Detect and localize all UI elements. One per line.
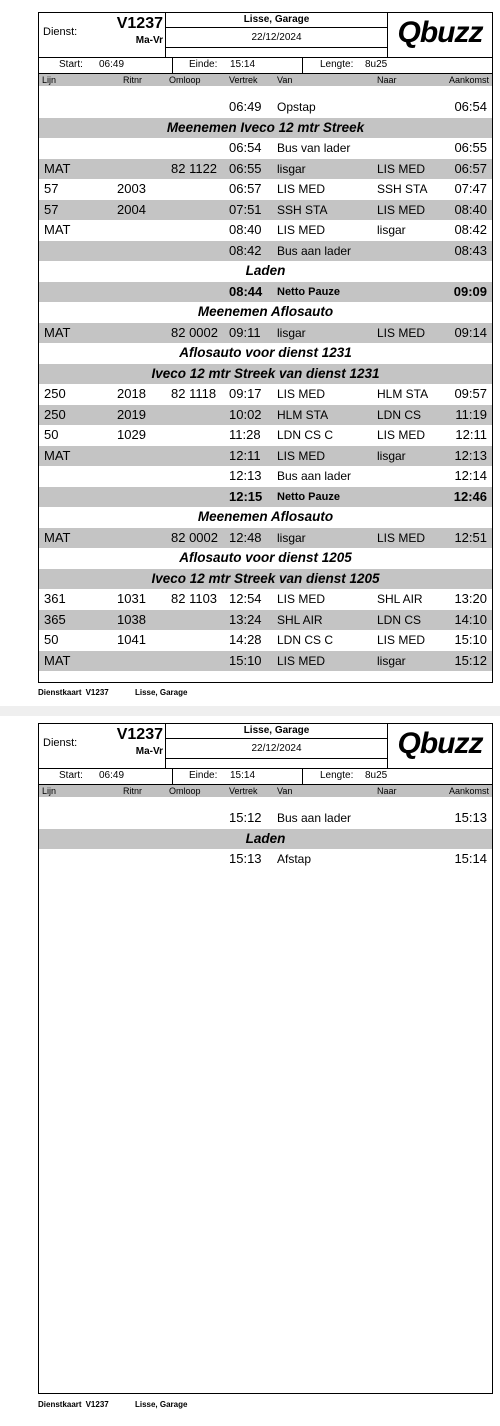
footer-code: V1237 — [85, 1400, 109, 1409]
cell-van: Opstap — [277, 100, 316, 114]
cell-van: LDN CS C — [277, 428, 334, 442]
cell-aankomst: 12:51 — [454, 529, 487, 545]
footer — [38, 1400, 211, 1409]
cell-vertrek: 15:12 — [229, 810, 262, 825]
cell-vertrek: 12:54 — [229, 591, 262, 606]
cell-ritnr: 1029 — [117, 427, 146, 442]
start-time: 06:49 — [99, 770, 125, 781]
footer — [38, 688, 211, 697]
column-header — [39, 785, 492, 797]
cell-vertrek: 06:55 — [229, 160, 262, 176]
section-title: Iveco 12 mtr Streek van dienst 1231 — [39, 364, 492, 385]
cell-naar: lisgar — [377, 653, 406, 668]
cell-lijn: 50 — [44, 427, 59, 442]
cell-vertrek: 06:57 — [229, 181, 262, 196]
date: 22/12/2024 — [251, 743, 302, 754]
cell-van: LIS MED — [277, 182, 326, 196]
section-title: Laden — [39, 829, 492, 850]
cell-van: lisgar — [277, 530, 306, 545]
cell-lijn: 250 — [44, 406, 66, 422]
section-title: Aflosauto voor dienst 1205 — [179, 550, 352, 565]
trip-row — [39, 808, 492, 829]
cell-aankomst: 08:43 — [454, 242, 487, 258]
cell-van: Bus aan lader — [277, 243, 352, 258]
location: Lisse, Garage — [166, 13, 387, 28]
col-ritnr: Ritnr — [123, 786, 143, 796]
cell-naar: LIS MED — [377, 428, 426, 442]
times-row — [39, 768, 492, 785]
cell-lijn: 361 — [44, 591, 66, 606]
cell-van: Bus aan lader — [277, 469, 352, 483]
trip-row — [39, 630, 492, 651]
col-aankomst: Aankomst — [448, 786, 489, 796]
cell-van: Netto Pauze — [277, 490, 340, 503]
cell-naar: LIS MED — [377, 202, 426, 217]
cell-naar: HLM STA — [377, 387, 429, 401]
cell-naar: LIS MED — [377, 325, 426, 340]
cell-vertrek: 08:42 — [229, 242, 262, 258]
cell-vertrek: 12:13 — [229, 468, 262, 483]
cell-aankomst: 15:14 — [454, 851, 487, 866]
trip-row — [39, 651, 492, 672]
cell-van: LIS MED — [277, 653, 326, 668]
cell-vertrek: 15:10 — [229, 652, 262, 668]
cell-vertrek: 08:44 — [229, 283, 263, 299]
cell-naar: LDN CS — [377, 407, 422, 422]
schedule-rows — [39, 808, 492, 870]
col-vertrek: Vertrek — [229, 786, 258, 796]
cell-omloop: 82 1118 — [171, 386, 217, 401]
cell-van: SSH STA — [277, 202, 328, 217]
trip-row — [39, 138, 492, 159]
trip-row — [39, 466, 492, 487]
cell-lijn: MAT — [44, 529, 71, 545]
dienst-label: Dienst: — [43, 737, 78, 749]
cell-lijn: MAT — [44, 222, 71, 237]
column-header — [39, 74, 492, 86]
times-row — [39, 57, 492, 74]
cell-aankomst: 12:11 — [455, 427, 487, 442]
header-middle — [165, 13, 388, 57]
cell-omloop: 82 1103 — [171, 591, 218, 606]
dienstkaart-sheet-1 — [38, 12, 493, 683]
cell-lijn: MAT — [44, 160, 71, 176]
lengte-label: Lengte: — [320, 770, 354, 781]
trip-row — [39, 528, 492, 549]
col-omloop: Omloop — [169, 786, 201, 796]
cell-aankomst: 09:57 — [454, 386, 487, 401]
cell-aankomst: 15:13 — [454, 810, 487, 825]
cell-naar: lisgar — [377, 223, 406, 237]
cell-vertrek: 10:02 — [229, 406, 262, 422]
cell-lijn: MAT — [44, 652, 71, 668]
trip-row — [39, 323, 492, 344]
col-van: Van — [277, 786, 293, 796]
dienst-code: V1237 — [116, 15, 163, 32]
trip-row — [39, 446, 492, 467]
cell-omloop: 82 1122 — [171, 160, 218, 176]
cell-vertrek: 11:28 — [229, 427, 261, 442]
cell-aankomst: 12:13 — [454, 447, 487, 463]
cell-aankomst: 06:57 — [454, 160, 487, 176]
cell-aankomst: 09:14 — [454, 324, 487, 340]
cell-aankomst: 06:55 — [454, 140, 487, 155]
sheet-header — [39, 724, 492, 769]
section-title: Laden — [245, 263, 286, 278]
cell-van: Afstap — [277, 852, 312, 866]
section-title: Meenemen Iveco 12 mtr Streek — [39, 118, 492, 139]
cell-naar: SSH STA — [377, 182, 428, 196]
trip-row — [39, 384, 492, 405]
cell-omloop: 82 0002 — [171, 324, 218, 340]
cell-aankomst: 15:10 — [454, 632, 487, 647]
cell-ritnr: 2004 — [117, 201, 146, 217]
cell-van: Bus van lader — [277, 141, 351, 155]
lengte-label: Lengte: — [320, 59, 354, 70]
footer-location: Lisse, Garage — [134, 1400, 188, 1409]
cell-lijn: 365 — [44, 611, 66, 627]
pause-row — [39, 282, 492, 303]
cell-vertrek: 15:13 — [229, 851, 262, 866]
einde-label: Einde: — [189, 770, 218, 781]
col-ritnr: Ritnr — [123, 75, 143, 85]
cell-vertrek: 12:11 — [229, 447, 261, 463]
footer-code: V1237 — [85, 688, 109, 697]
cell-vertrek: 06:49 — [229, 99, 262, 114]
cell-van: LDN CS C — [277, 633, 334, 647]
cell-aankomst: 15:12 — [454, 652, 487, 668]
cell-van: LIS MED — [277, 223, 326, 237]
cell-ritnr: 1031 — [117, 591, 146, 606]
col-vertrek: Vertrek — [229, 75, 258, 85]
cell-lijn: 250 — [44, 386, 66, 401]
cell-lijn: 50 — [44, 632, 59, 647]
trip-row — [39, 97, 492, 118]
start-time: 06:49 — [99, 59, 125, 70]
cell-van: Netto Pauze — [277, 285, 340, 298]
dienstkaart-sheet-2 — [38, 723, 493, 1394]
cell-aankomst: 14:10 — [454, 611, 487, 627]
trip-row — [39, 849, 492, 870]
cell-omloop: 82 0002 — [171, 529, 218, 545]
cell-lijn: 57 — [44, 181, 59, 196]
trip-row — [39, 220, 492, 241]
section-title: Meenemen Aflosauto — [197, 304, 334, 319]
location: Lisse, Garage — [166, 724, 387, 739]
cell-ritnr: 2019 — [117, 406, 146, 422]
cell-vertrek: 14:28 — [229, 632, 262, 647]
col-naar: Naar — [377, 75, 397, 85]
footer-location: Lisse, Garage — [134, 688, 188, 697]
cell-naar: SHL AIR — [377, 592, 423, 606]
date: 22/12/2024 — [251, 32, 302, 43]
cell-vertrek: 09:11 — [229, 324, 261, 340]
cell-naar: lisgar — [377, 448, 406, 463]
qbuzz-logo: Qbuzz — [397, 727, 483, 760]
trip-row — [39, 179, 492, 200]
cell-ritnr: 1038 — [117, 611, 146, 627]
cell-van: LIS MED — [277, 592, 326, 606]
cell-vertrek: 13:24 — [229, 611, 262, 627]
cell-lijn: MAT — [44, 447, 71, 463]
cell-aankomst: 11:19 — [455, 406, 487, 422]
cell-naar: LIS MED — [377, 633, 426, 647]
cell-aankomst: 13:20 — [454, 591, 487, 606]
start-label: Start: — [59, 770, 83, 781]
section-title: Aflosauto voor dienst 1231 — [179, 345, 352, 360]
cell-vertrek: 07:51 — [229, 201, 262, 217]
lengte-value: 8u25 — [365, 59, 388, 70]
einde-time: 15:14 — [230, 59, 256, 70]
trip-row — [39, 159, 492, 180]
cell-vertrek: 09:17 — [229, 386, 262, 401]
cell-aankomst: 07:47 — [454, 181, 487, 196]
col-omloop: Omloop — [169, 75, 201, 85]
col-lijn: Lijn — [42, 786, 57, 796]
cell-van: LIS MED — [277, 448, 326, 463]
sheet-header — [39, 13, 492, 58]
cell-lijn: MAT — [44, 324, 71, 340]
dienst-code: V1237 — [116, 726, 163, 743]
header-middle — [165, 724, 388, 768]
start-label: Start: — [59, 59, 83, 70]
cell-van: lisgar — [277, 161, 306, 176]
cell-naar: LDN CS — [377, 612, 422, 627]
pause-row — [39, 487, 492, 508]
cell-van: Bus aan lader — [277, 811, 352, 825]
dienst-label: Dienst: — [43, 26, 78, 38]
cell-aankomst: 06:54 — [454, 99, 487, 114]
cell-vertrek: 12:48 — [229, 529, 262, 545]
col-naar: Naar — [377, 786, 397, 796]
trip-row — [39, 589, 492, 610]
col-van: Van — [277, 75, 293, 85]
cell-lijn: 57 — [44, 201, 59, 217]
einde-label: Einde: — [189, 59, 218, 70]
cell-aankomst: 08:40 — [454, 201, 487, 217]
trip-row — [39, 610, 492, 631]
cell-vertrek: 12:15 — [229, 488, 263, 504]
section-title: Iveco 12 mtr Streek van dienst 1205 — [39, 569, 492, 590]
cell-van: HLM STA — [277, 407, 329, 422]
cell-ritnr: 1041 — [117, 632, 146, 647]
trip-row — [39, 241, 492, 262]
cell-van: SHL AIR — [277, 612, 323, 627]
cell-naar: LIS MED — [377, 161, 426, 176]
qbuzz-logo: Qbuzz — [397, 16, 483, 49]
col-aankomst: Aankomst — [448, 75, 489, 85]
cell-aankomst: 09:09 — [453, 283, 487, 299]
trip-row — [39, 200, 492, 221]
cell-aankomst: 08:42 — [454, 222, 487, 237]
cell-aankomst: 12:46 — [453, 488, 487, 504]
schedule-rows — [39, 97, 492, 671]
cell-ritnr: 2003 — [117, 181, 146, 196]
col-lijn: Lijn — [42, 75, 57, 85]
cell-van: LIS MED — [277, 387, 326, 401]
cell-ritnr: 2018 — [117, 386, 146, 401]
einde-time: 15:14 — [230, 770, 256, 781]
cell-vertrek: 06:54 — [229, 140, 262, 155]
footer-label: Dienstkaart — [38, 1400, 82, 1409]
cell-naar: LIS MED — [377, 530, 426, 545]
lengte-value: 8u25 — [365, 770, 388, 781]
cell-aankomst: 12:14 — [454, 468, 487, 483]
footer-label: Dienstkaart — [38, 688, 82, 697]
cell-vertrek: 08:40 — [229, 222, 262, 237]
dienst-days: Ma-Vr — [135, 35, 163, 46]
section-title: Meenemen Aflosauto — [197, 509, 334, 524]
dienst-days: Ma-Vr — [135, 746, 163, 757]
trip-row — [39, 425, 492, 446]
cell-van: lisgar — [277, 325, 306, 340]
trip-row — [39, 405, 492, 426]
